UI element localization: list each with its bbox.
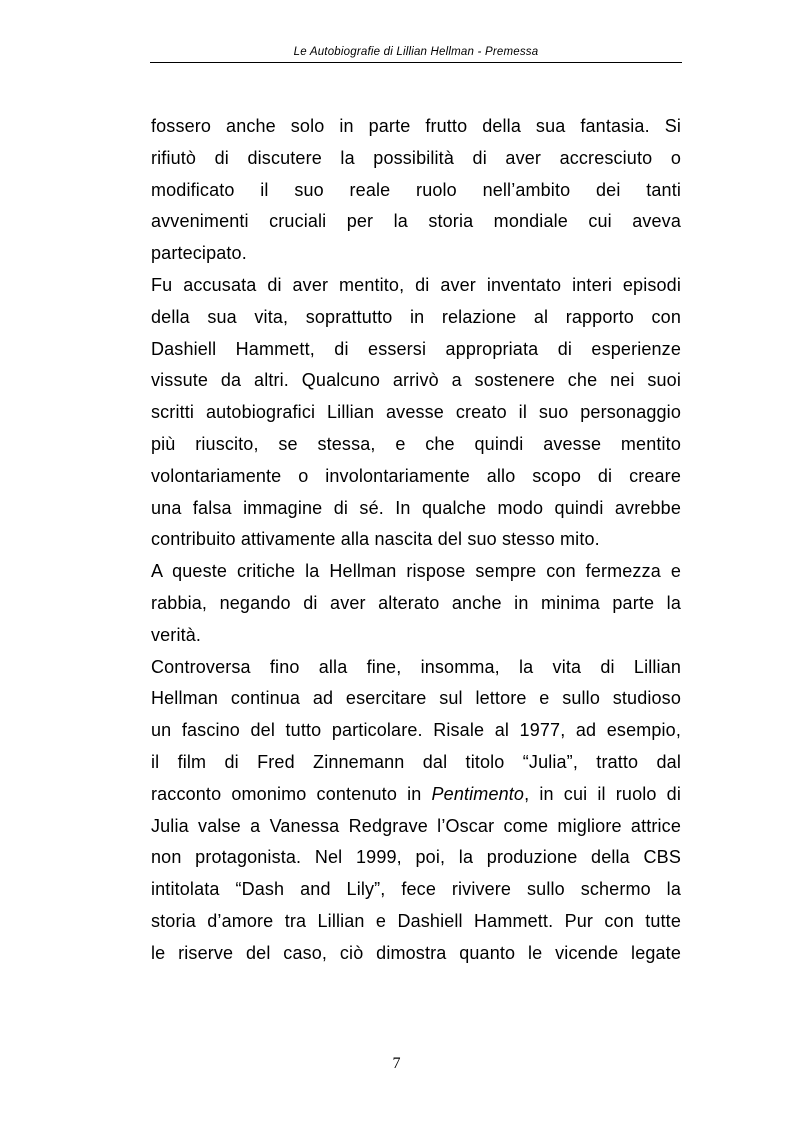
text-line: A queste critiche la Hellman rispose sempre con fermezza e bbox=[151, 561, 681, 582]
text-line: verità. bbox=[151, 624, 202, 645]
text-line: una falsa immagine di sé. In qualche modo quindi avrebbe bbox=[151, 497, 681, 518]
text-line: le riserve del caso, ciò dimostra quanto le vicende legate bbox=[151, 942, 681, 963]
book-title: Pentimento bbox=[431, 783, 525, 804]
text-line: della sua vita, soprattutto in relazione al rapporto con bbox=[151, 306, 681, 327]
text-line: intitolata “Dash and Lily”, fece rivivere sullo schermo la bbox=[151, 879, 681, 900]
text-line: partecipato. bbox=[151, 243, 247, 264]
text-line: modificato il suo reale ruolo nell’ambito dei tanti bbox=[151, 179, 681, 200]
text-line: fossero anche solo in parte frutto della sua fantasia. Si bbox=[151, 116, 681, 136]
text-line: il film di Fred Zinnemann dal titolo “Julia”, tratto dal bbox=[151, 751, 681, 772]
text-line: Julia valse a Vanessa Redgrave l’Oscar come migliore attrice bbox=[151, 815, 681, 836]
running-header: Le Autobiografie di Lillian Hellman - Premessa bbox=[293, 46, 539, 58]
text-line: Fu accusata di aver mentito, di aver inventato interi episodi bbox=[151, 274, 681, 295]
text-line: avvenimenti cruciali per la storia mondiale cui aveva bbox=[151, 211, 681, 232]
text-line: più riuscito, se stessa, e che quindi avesse mentito bbox=[151, 433, 681, 454]
text-line: non protagonista. Nel 1999, poi, la produzione della CBS bbox=[151, 847, 681, 868]
text-segment: racconto omonimo contenuto in bbox=[151, 783, 432, 804]
text-line: volontariamente o involontariamente allo scopo di creare bbox=[151, 465, 681, 486]
text-line: Controversa fino alla fine, insomma, la vita di Lillian bbox=[151, 656, 681, 677]
text-line: contribuito attivamente alla nascita del suo stesso mito. bbox=[151, 529, 600, 550]
text-line: storia d’amore tra Lillian e Dashiell Hammett. Pur con tutte bbox=[151, 910, 681, 931]
text-line: rabbia, negando di aver alterato anche in minima parte la bbox=[151, 592, 681, 613]
text-line: rifiutò di discutere la possibilità di aver accresciuto o bbox=[151, 147, 681, 168]
text-line: Hellman continua ad esercitare sul lettore e sullo studioso bbox=[151, 688, 681, 709]
text-segment: , in cui il ruolo di bbox=[524, 783, 681, 804]
text-line: Dashiell Hammett, di essersi appropriata di esperienze bbox=[151, 338, 681, 359]
body-text bbox=[151, 111, 681, 970]
text-line-with-title bbox=[151, 779, 681, 811]
text-line: vissute da altri. Qualcuno arrivò a sostenere che nei suoi bbox=[151, 370, 681, 391]
text-line: un fascino del tutto particolare. Risale al 1977, ad esempio, bbox=[151, 720, 681, 741]
page-number: 7 bbox=[392, 1055, 401, 1072]
text-line: scritti autobiografici Lillian avesse creato il suo personaggio bbox=[151, 402, 681, 423]
header-rule bbox=[150, 62, 682, 63]
